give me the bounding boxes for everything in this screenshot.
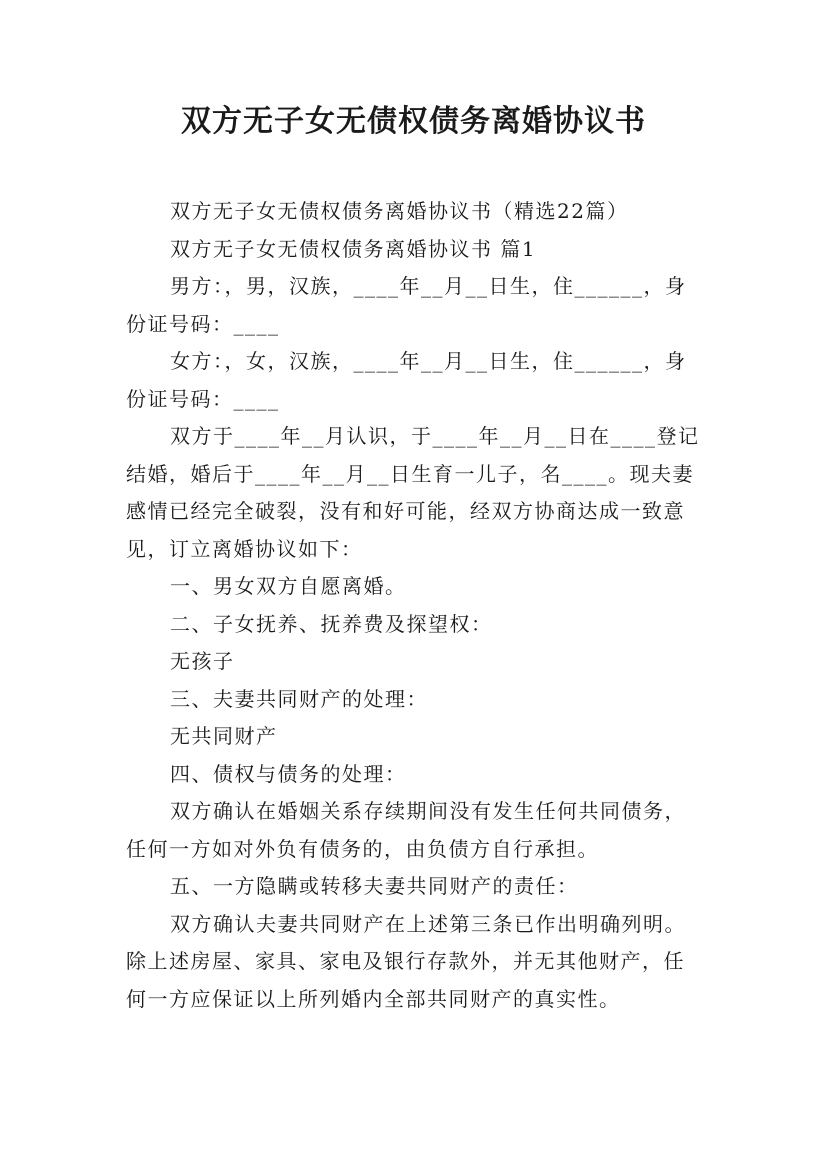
paragraph-clause-1: 一、男女双方自愿离婚。 — [170, 574, 407, 598]
paragraph-husband-info: 男方：，男，汉族，____年__月__日生，住______，身份证号码：____ — [126, 274, 687, 336]
paragraph-heading-article: 双方无子女无债权债务离婚协议书 篇1 — [170, 236, 537, 261]
paragraph-clause-4-heading: 四、债权与债务的处理： — [170, 761, 407, 786]
paragraph-heading-collection: 双方无子女无债权债务离婚协议书（精选22篇） — [170, 199, 629, 223]
document-body — [126, 193, 706, 1018]
paragraph-clause-3-body: 无共同财产 — [170, 724, 278, 748]
paragraph-clause-5-body: 双方确认夫妻共同财产在上述第三条已作出明确列明。除上述房屋、家具、家电及银行存款外，并无其他财产，任何一方应保证以上所列婚内全部共同财产的真实性。 — [126, 911, 686, 1011]
paragraph-wife-info: 女方：，女，汉族，____年__月__日生，住______，身份证号码：____ — [126, 349, 687, 411]
paragraph-marriage-history: 双方于____年__月认识，于____年__月__日在____登记结婚，婚后于____年__月__日生育一儿子，名____。现夫妻感情已经完全破裂，没有和好可能，经双方协商达成一致意见，订立离婚协议如下： — [126, 424, 700, 561]
paragraph-clause-5-heading: 五、一方隐瞒或转移夫妻共同财产的责任： — [170, 874, 579, 898]
document-title: 双方无子女无债权债务离婚协议书 — [181, 104, 646, 139]
paragraph-clause-3-heading: 三、夫妻共同财产的处理： — [170, 686, 428, 711]
paragraph-clause-2-body: 无孩子 — [170, 649, 235, 673]
paragraph-clause-4-body: 双方确认在婚姻关系存续期间没有发生任何共同债务，任何一方如对外负有债务的，由负债方自行承担。 — [126, 799, 686, 861]
paragraph-clause-2-heading: 二、子女抚养、抚养费及探望权： — [170, 611, 493, 636]
